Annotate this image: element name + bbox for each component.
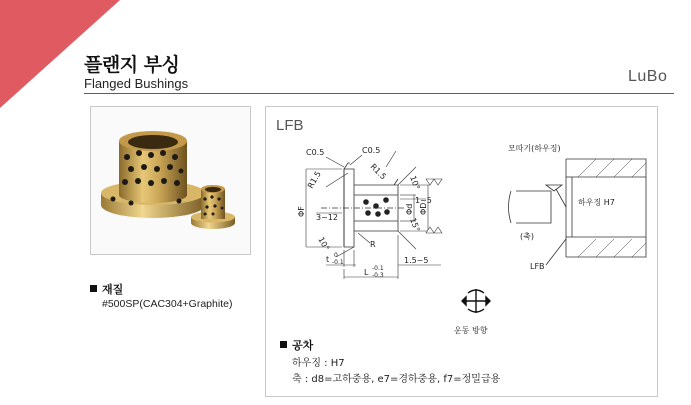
t-tolerance: 0: [334, 252, 338, 259]
product-photo: [90, 106, 251, 255]
brand-logo: LuBo: [628, 68, 668, 85]
t-label: t: [326, 255, 330, 264]
chamfer-right-label: C0.5: [362, 146, 381, 155]
L-tolerance: -0.1: [372, 265, 384, 272]
dim-d-label: Φd: [405, 203, 414, 215]
bullet-square-icon: [280, 341, 287, 348]
housing-fit-label: 하우징 H7: [578, 198, 615, 207]
angle-side-bottom-label: 15°: [408, 216, 422, 234]
material-value: #500SP(CAC304+Graphite): [102, 298, 233, 310]
angle-bottom-label: 10°: [316, 235, 332, 253]
angle-top-label: 10°: [408, 174, 422, 192]
svg-text:-0.1: -0.1: [332, 259, 344, 266]
shaft-label: (축): [520, 232, 534, 241]
radius-left-label: R1.5: [305, 169, 323, 190]
tolerance-housing: 하우징 : H7: [292, 358, 345, 369]
tolerance-heading-text: 공차: [292, 339, 314, 352]
chamfer-left-label: C0.5: [306, 148, 325, 157]
L-label: L: [364, 268, 369, 277]
header-divider: [84, 93, 674, 94]
svg-text:-0.3: -0.3: [372, 272, 384, 279]
part-name-label: LFB: [530, 262, 545, 271]
bushing-image: [91, 107, 250, 254]
tolerance-heading: [280, 337, 313, 353]
bullet-square-icon: [90, 285, 97, 292]
dim-D-label: ΦD: [419, 202, 428, 215]
radius-top-right-label: R1.5: [368, 162, 388, 182]
range-1-5-label: 1~5: [415, 196, 432, 205]
range-3-12-label: 3~12: [316, 213, 338, 222]
material-heading: [90, 281, 123, 297]
motion-label: 운동 방향: [454, 326, 488, 335]
series-label: LFB: [276, 117, 304, 134]
bushing-drawing: [266, 107, 655, 337]
tolerance-shaft: 축 : d8=고하중용, e7=경하중용, f7=정밀급용: [292, 374, 501, 385]
dim-F-label: ΦF: [297, 206, 306, 217]
motion-direction-icon: [462, 289, 490, 313]
housing-title: 모따기(하우징): [508, 144, 561, 153]
radius-R-label: R: [370, 240, 376, 249]
range-1-5-5-label: 1.5~5: [404, 256, 429, 265]
page-subtitle: Flanged Bushings: [84, 76, 189, 91]
page-title: 플랜지 부싱: [84, 54, 180, 76]
material-heading-text: 재질: [102, 283, 124, 296]
